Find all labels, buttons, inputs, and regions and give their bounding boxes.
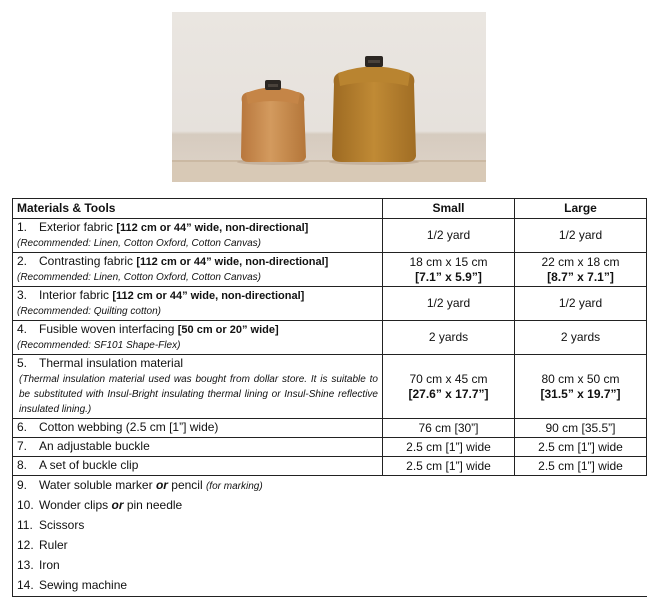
table-row	[13, 355, 647, 419]
material-name: Interior fabric	[39, 288, 113, 302]
small-value-cell	[383, 321, 515, 355]
large-value: 2.5 cm [1”] wide	[538, 458, 623, 473]
large-value-cell	[515, 321, 647, 355]
material-recommendation: (Recommended: Linen, Cotton Oxford, Cotton Canvas)	[17, 272, 262, 283]
material-spec: [112 cm or 44” wide, non-directional]	[136, 256, 329, 268]
row-number: 6.	[17, 420, 28, 434]
tool-cell	[13, 496, 647, 516]
tool-cell	[13, 536, 647, 556]
material-recommendation: (Recommended: SF101 Shape-Flex)	[17, 340, 181, 351]
header-small: Small	[383, 199, 515, 219]
material-cell	[13, 253, 383, 287]
tool-alt: pin needle	[123, 498, 183, 512]
tool-name: Ruler	[39, 538, 68, 552]
tool-or: or	[111, 498, 124, 512]
large-value: 2.5 cm [1”] wide	[538, 439, 623, 454]
row-number: 1.	[17, 220, 28, 234]
material-spec: [112 cm or 44” wide, non-directional]	[112, 290, 305, 302]
row-number: 11.	[17, 518, 33, 532]
small-value-cell	[383, 253, 515, 287]
tool-name: Water soluble marker	[39, 478, 156, 492]
row-number: 3.	[17, 288, 28, 302]
row-number: 14.	[17, 578, 34, 592]
large-value: 1/2 yard	[558, 296, 603, 310]
row-number: 10.	[17, 498, 34, 512]
tool-cell	[13, 516, 647, 536]
table-row	[13, 219, 647, 253]
materials-table	[12, 198, 647, 597]
small-value-imperial: [7.1” x 5.9”]	[415, 269, 482, 284]
tool-name: Wonder clips	[39, 498, 112, 512]
small-value: 70 cm x 45 cm	[409, 371, 488, 386]
small-value-imperial: [27.6” x 17.7”]	[408, 386, 489, 401]
tool-row	[13, 576, 647, 597]
tool-note: (for marking)	[205, 481, 263, 492]
row-number: 8.	[17, 458, 28, 472]
material-name: An adjustable buckle	[39, 439, 150, 453]
small-value: 2.5 cm [1”] wide	[406, 458, 491, 473]
large-value-cell	[515, 219, 647, 253]
product-photo	[172, 12, 486, 182]
table-row	[13, 457, 647, 476]
material-name: Exterior fabric	[39, 220, 117, 234]
tool-or: or	[155, 478, 168, 492]
material-name: A set of buckle clip	[39, 458, 139, 472]
table-row	[13, 253, 647, 287]
material-spec: [112 cm or 44” wide, non-directional]	[116, 222, 309, 234]
tool-cell	[13, 476, 647, 497]
tool-row	[13, 496, 647, 516]
small-value-cell	[383, 219, 515, 253]
tool-cell	[13, 556, 647, 576]
header-large: Large	[515, 199, 647, 219]
large-value-cell	[515, 355, 647, 419]
large-value-cell	[515, 457, 647, 476]
tool-name: Scissors	[39, 518, 85, 532]
small-value-cell	[383, 457, 515, 476]
large-value: 22 cm x 18 cm	[541, 254, 620, 269]
table-header-row	[13, 199, 647, 219]
material-name: Thermal insulation material	[39, 356, 184, 370]
small-value-cell	[383, 287, 515, 321]
small-value-cell	[383, 355, 515, 419]
table-row	[13, 321, 647, 355]
large-value-cell	[515, 287, 647, 321]
row-number: 13.	[17, 558, 34, 572]
row-number: 9.	[17, 478, 28, 492]
material-recommendation: (Recommended: Linen, Cotton Oxford, Cotton Canvas)	[17, 238, 262, 249]
large-value: 90 cm [35.5”]	[545, 420, 616, 435]
tool-name: Iron	[39, 558, 60, 572]
large-value: 1/2 yard	[558, 228, 603, 242]
material-name: Fusible woven interfacing	[39, 322, 178, 336]
large-value-cell	[515, 438, 647, 457]
material-name: Cotton webbing (2.5 cm [1”] wide)	[39, 420, 219, 434]
table-row	[13, 287, 647, 321]
small-value: 2.5 cm [1”] wide	[406, 439, 491, 454]
small-value: 18 cm x 15 cm	[409, 254, 488, 269]
row-number: 2.	[17, 254, 28, 268]
material-spec: [50 cm or 20” wide]	[177, 324, 279, 336]
tool-cell	[13, 576, 647, 597]
material-recommendation: (Thermal insulation material used was bought from dollar store. It is suitable to be substituted with Insul-Bright insulating thermal lining or Insul-Shine reflective insulated lining.)	[19, 374, 378, 415]
small-value: 1/2 yard	[426, 296, 471, 310]
material-name: Contrasting fabric	[39, 254, 137, 268]
small-value: 1/2 yard	[426, 228, 471, 242]
row-number: 7.	[17, 439, 28, 453]
small-value: 76 cm [30”]	[418, 420, 479, 435]
material-recommendation: (Recommended: Quilting cotton)	[17, 306, 161, 317]
row-number: 12.	[17, 538, 34, 552]
material-cell	[13, 287, 383, 321]
material-cell	[13, 219, 383, 253]
table-row	[13, 419, 647, 438]
tool-name: Sewing machine	[39, 578, 128, 592]
tool-row	[13, 556, 647, 576]
material-cell	[13, 355, 383, 419]
material-cell	[13, 438, 383, 457]
small-value: 2 yards	[428, 330, 469, 344]
large-value: 2 yards	[560, 330, 601, 344]
large-bag	[329, 56, 419, 165]
large-value-cell	[515, 253, 647, 287]
large-value-imperial: [8.7” x 7.1”]	[547, 269, 614, 284]
tool-row	[13, 536, 647, 556]
small-value-cell	[383, 419, 515, 438]
header-materials: Materials & Tools	[13, 199, 383, 219]
row-number: 5.	[17, 356, 28, 370]
tool-row	[13, 516, 647, 536]
lunch-bags-illustration	[172, 12, 486, 182]
large-value: 80 cm x 50 cm	[541, 371, 620, 386]
small-bag	[237, 80, 309, 165]
row-number: 4.	[17, 322, 28, 336]
tool-alt: pencil	[167, 478, 206, 492]
large-value-cell	[515, 419, 647, 438]
large-value-imperial: [31.5” x 19.7”]	[540, 386, 621, 401]
small-value-cell	[383, 438, 515, 457]
material-cell	[13, 321, 383, 355]
table-row	[13, 438, 647, 457]
material-cell	[13, 419, 383, 438]
material-cell	[13, 457, 383, 476]
tool-row	[13, 476, 647, 497]
